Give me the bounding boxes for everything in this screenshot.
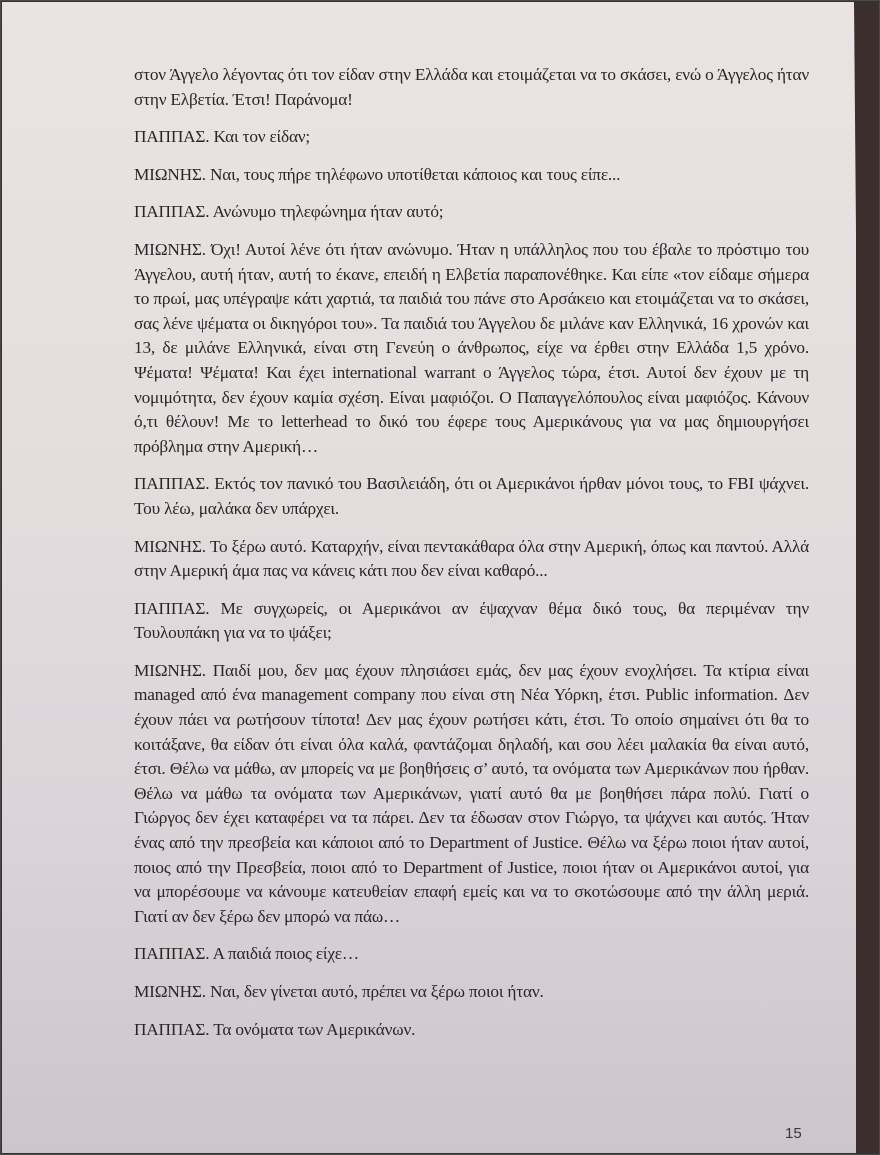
dialogue-text: Ναι, δεν γίνεται αυτό, πρέπει να ξέρω ποιοι ήταν. bbox=[210, 982, 544, 1001]
dialogue-line bbox=[134, 200, 809, 225]
dialogue-text: Όχι! Αυτοί λένε ότι ήταν ανώνυμο. Ήταν η υπάλληλος που του έβαλε το πρόστιμο του Άγγελου, αυτή ήταν, αυτή το έκανε, επειδή η Ελβετία παραπονέθηκε. Και είπε «τον είδαμε σήμερα το πρωί, μας υπέγραψε κάτι χαρτιά, τα παιδιά του πάνε στο Αρσάκειο και ετοιμάζεται να το σκάσει, σας λένε ψέματα οι δικηγόροι του». Τα παιδιά του Άγγελου δε μιλάνε καν Ελληνικά, 16 χρονών και 13, δε μιλάνε Ελληνικά, είναι στη Γενεύη ο άνθρωπος, είχε να έρθει στην Ελλάδα 1,5 χρόνο. Ψέματα! Ψέματα! Και έχει international warrant ο Άγγελος τώρα, έτσι. Αυτοί δεν έχουν με τη νομιμότητα, δεν έχουν καμία σχέση. Είναι μαφιόζοι. Ο Παπαγγελόπουλος είναι μαφιόζος. Κάνουν ό,τι θέλουν! Με το letterhead το δικό του έφερε τους Αμερικάνους για να μας δημιουργήσει πρόβλημα στην Αμερική… bbox=[134, 239, 809, 456]
page-number: 15 bbox=[785, 1125, 802, 1142]
speaker-name: ΜΙΩΝΗΣ. bbox=[134, 660, 206, 680]
paragraph-text: στον Άγγελο λέγοντας ότι τον είδαν στην Ελλάδα και ετοιμάζεται να το σκάσει, ενώ ο Άγγελος ήταν στην Ελβετία. Έτσι! Παράνομα! bbox=[134, 65, 809, 109]
speaker-name: ΠΑΠΠΑΣ. bbox=[134, 1019, 210, 1039]
dialogue-text: Ανώνυμο τηλεφώνημα ήταν αυτό; bbox=[212, 202, 444, 222]
dialogue-line bbox=[134, 1018, 809, 1043]
dialogue-line bbox=[134, 238, 809, 459]
dialogue-line bbox=[134, 535, 809, 584]
dialogue-text: Τα ονόματα των Αμερικάνων. bbox=[213, 1019, 416, 1039]
speaker-name: ΜΙΩΝΗΣ. bbox=[134, 536, 206, 556]
dialogue-text: Και τον είδαν; bbox=[213, 127, 311, 147]
dialogue-text: Α παιδιά ποιος είχε… bbox=[212, 944, 359, 964]
speaker-name: ΠΑΠΠΑΣ. bbox=[134, 127, 210, 147]
speaker-name: ΠΑΠΠΑΣ. bbox=[134, 202, 210, 222]
dialogue-line bbox=[134, 472, 809, 521]
transcript-body bbox=[134, 63, 809, 1055]
dialogue-line bbox=[134, 125, 809, 150]
dialogue-text: Με συγχωρείς, οι Αμερικάνοι αν έψαχναν θέμα δικό τους, θα περιμέναν την Τουλουπάκη για να το ψάξει; bbox=[134, 598, 809, 643]
dialogue-text: Παιδί μου, δεν μας έχουν πλησιάσει εμάς, δεν μας έχουν ενοχλήσει. Τα κτίρια είναι managed από ένα management company που είναι στη Νέα Υόρκη, έτσι. Public information. Δεν έχουν πάει να ρωτήσουν τίποτα! Δεν μας έχουν ρωτήσει κάτι, έτσι. Το οποίο σημαίνει ότι θα το κοιτάξανε, θα είδαν ότι είναι όλα καλά, φαντάζομαι δηλαδή, και σου λέει μαλακία θα είναι αυτό, έτσι. Θέλω να μάθω, αν μπορείς να με βοηθήσεις σ’ αυτό, τα ονόματα των Αμερικάνων που ήρθαν. Θέλω να μάθω τα ονόματα των Αμερικάνων, γιατί αυτό θα με βοηθήσει πάρα πολύ. Γιατί ο Γιώργος δεν έχει καταφέρει να τα πάρει. Δεν τα έδωσαν στον Γιώργο, τα ψάχνει και αυτός. Ήταν ένας από την πρεσβεία και κάποιοι από το Department of Justice. Θέλω να ξέρω ποιοι ήταν αυτοί, ποιος από την Πρεσβεία, ποιοι από το Department of Justice, ποιοι ήταν οι Αμερικάνοι αυτοί, για να μπορέσουμε να κάνουμε κατευθείαν επαφή εμείς και να το σκοτώσουμε από την άλλη μεριά. Γιατί αν δεν ξέρω δεν μπορώ να πάω… bbox=[134, 660, 809, 926]
speaker-name: ΠΑΠΠΑΣ. bbox=[134, 598, 210, 618]
dialogue-text: Εκτός τον πανικό του Βασιλειάδη, ότι οι Αμερικάνοι ήρθαν μόνοι τους, το FBI ψάχνει. Του λέω, μαλάκα δεν υπάρχει. bbox=[134, 474, 809, 518]
speaker-name: ΜΙΩΝΗΣ. bbox=[134, 982, 206, 1001]
dialogue-text: Το ξέρω αυτό. Καταρχήν, είναι πεντακάθαρα όλα στην Αμερική, όπως και παντού. Αλλά στην Αμερική άμα πας να κάνεις κάτι που δεν είναι καθαρό... bbox=[134, 536, 809, 581]
dialogue-line bbox=[134, 163, 809, 188]
speaker-name: ΜΙΩΝΗΣ. bbox=[134, 239, 206, 259]
dialogue-line bbox=[134, 659, 809, 930]
dialogue-line bbox=[134, 942, 809, 967]
paragraph-continuation bbox=[134, 63, 809, 112]
speaker-name: ΠΑΠΠΑΣ. bbox=[134, 944, 210, 964]
speaker-name: ΠΑΠΠΑΣ. bbox=[134, 474, 210, 494]
dialogue-text: Ναι, τους πήρε τηλέφωνο υποτίθεται κάποιος και τους είπε... bbox=[210, 164, 621, 184]
dialogue-line bbox=[134, 980, 809, 1005]
background-shadow bbox=[853, 1, 879, 1155]
dialogue-line bbox=[134, 597, 809, 646]
speaker-name: ΜΙΩΝΗΣ. bbox=[134, 164, 206, 184]
